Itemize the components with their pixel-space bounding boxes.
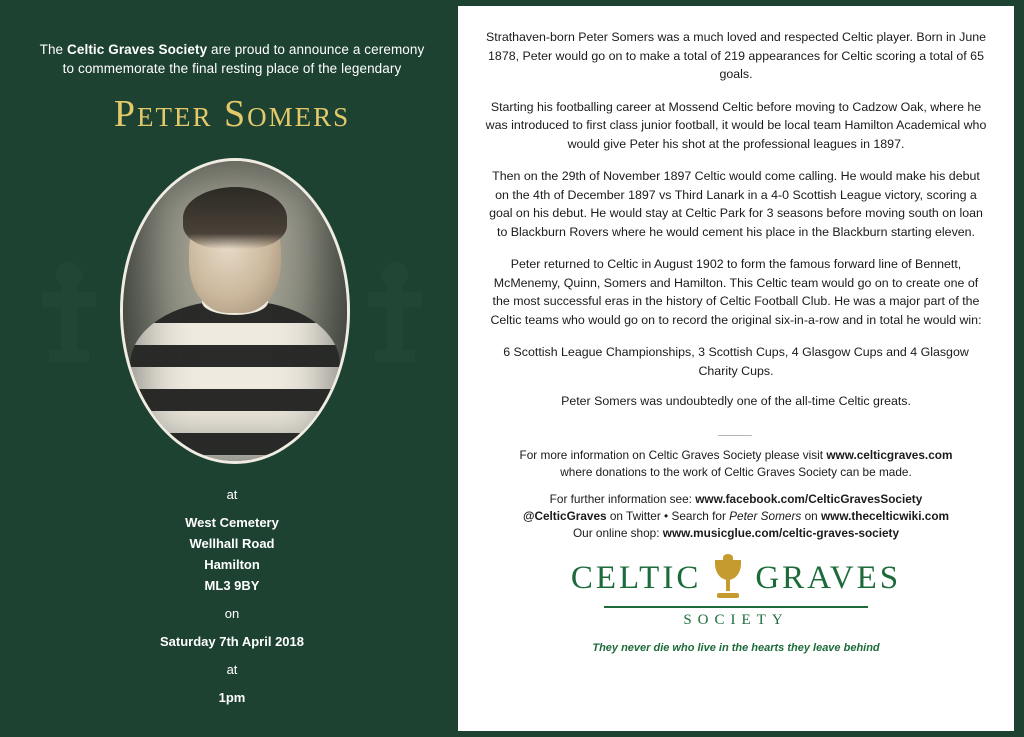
info-line-5 bbox=[484, 525, 988, 542]
info-line-3 bbox=[484, 491, 988, 508]
biography-paragraph-3: Then on the 29th of November 1897 Celtic would come calling. He would make his debut on the 4th of December 1897 vs Third Lanark in a 4-0 Scottish League victory, scoring a goal on his debut. He would stay at Celtic Park for 3 seasons before moving south on loan to Blackburn Rovers where he would cement his place in the Blackburn starting eleven. bbox=[489, 169, 983, 239]
celticwiki-link[interactable]: www.thecelticwiki.com bbox=[820, 508, 950, 523]
info-line-3-text: For further information see: bbox=[549, 491, 696, 506]
logo-wordmark-row bbox=[484, 556, 988, 602]
left-panel bbox=[6, 6, 458, 731]
info-line-2: where donations to the work of Celtic Graves Society can be made. bbox=[560, 464, 912, 479]
logo-word-society: SOCIETY bbox=[683, 611, 789, 628]
venue-line-1: West Cemetery bbox=[185, 515, 279, 530]
at-label-2: at bbox=[226, 662, 238, 677]
info-line-4-mid: on Twitter • Search for bbox=[606, 508, 730, 523]
logo-word-celtic: CELTIC bbox=[570, 560, 702, 597]
ceremony-time: 1pm bbox=[218, 690, 246, 705]
venue-postcode: ML3 9BY bbox=[204, 578, 260, 593]
search-term: Peter Somers bbox=[729, 508, 802, 523]
honours-list: 6 Scottish League Championships, 3 Scottish Cups, 4 Glasgow Cups and 4 Glasgow Charity Cups. bbox=[503, 345, 969, 378]
trophy-icon bbox=[711, 556, 745, 602]
celtic-cross-watermark-right bbox=[368, 262, 422, 354]
facebook-link[interactable]: www.facebook.com/CelticGravesSociety bbox=[695, 491, 923, 506]
at-label-1: at bbox=[226, 487, 238, 502]
venue-line-2: Wellhall Road bbox=[189, 536, 275, 551]
on-label: on bbox=[224, 606, 240, 621]
biography-paragraph-2: Starting his footballing career at Mossend Celtic before moving to Cadzow Oak, where he was introduced to first class junior football, it would be local team Hamilton Academical who would give Peter his shot at the professional leagues in 1897. bbox=[485, 99, 987, 151]
intro-line1-post: are proud to announce a ceremony bbox=[207, 42, 425, 57]
celtic-graves-society-logo bbox=[484, 556, 988, 658]
announcement-intro bbox=[30, 40, 434, 78]
logo-divider-rule bbox=[604, 606, 868, 608]
portrait-photo bbox=[120, 158, 350, 464]
venue-line-3: Hamilton bbox=[204, 557, 260, 572]
intro-line1-pre: The bbox=[39, 42, 68, 57]
info-line-4-on: on bbox=[801, 508, 821, 523]
info-line-1 bbox=[484, 447, 988, 464]
social-info-block bbox=[484, 491, 988, 542]
society-name-inline: Celtic Graves Society bbox=[67, 42, 208, 57]
ceremony-details bbox=[30, 484, 434, 708]
celtic-cross-watermark-left bbox=[42, 262, 96, 354]
biography-paragraph-4: Peter returned to Celtic in August 1902 to form the famous forward line of Bennett, McMenemy, Quinn, Somers and Hamilton. This Celtic team would go on to create one of the most successful eras in the history of Celtic Football Club. He was a major part of the Celtic teams who would go on to record the original six-in-a-row and in total he would win: bbox=[490, 257, 982, 327]
divider-ornament: ⸻ bbox=[717, 425, 755, 442]
website-link-celticgraves[interactable]: www.celticgraves.com bbox=[826, 447, 953, 462]
twitter-handle[interactable]: @CelticGraves bbox=[522, 508, 607, 523]
logo-tagline: They never die who live in the hearts they leave behind bbox=[592, 642, 880, 654]
ceremony-date: Saturday 7th April 2018 bbox=[159, 634, 304, 649]
right-panel bbox=[458, 6, 1014, 731]
portrait-frame bbox=[120, 158, 344, 458]
biography-paragraph-1: Strathaven-born Peter Somers was a much loved and respected Celtic player. Born in June 1878, Peter would go on to make a total of 219 appearances for Celtic scoring a total of 65 goals. bbox=[485, 30, 987, 81]
logo-word-graves: GRAVES bbox=[755, 560, 902, 597]
intro-line2: to commemorate the final resting place of the legendary bbox=[62, 61, 402, 76]
info-line-1-text: For more information on Celtic Graves Society please visit bbox=[519, 447, 827, 462]
closing-statement: Peter Somers was undoubtedly one of the all-time Celtic greats. bbox=[561, 394, 911, 408]
shop-link[interactable]: www.musicglue.com/celtic-graves-society bbox=[662, 525, 900, 540]
info-line-5-text: Our online shop: bbox=[572, 525, 663, 540]
page-title: Peter Somers bbox=[113, 93, 351, 135]
info-line-4 bbox=[484, 508, 988, 525]
contact-info-block bbox=[484, 447, 988, 481]
